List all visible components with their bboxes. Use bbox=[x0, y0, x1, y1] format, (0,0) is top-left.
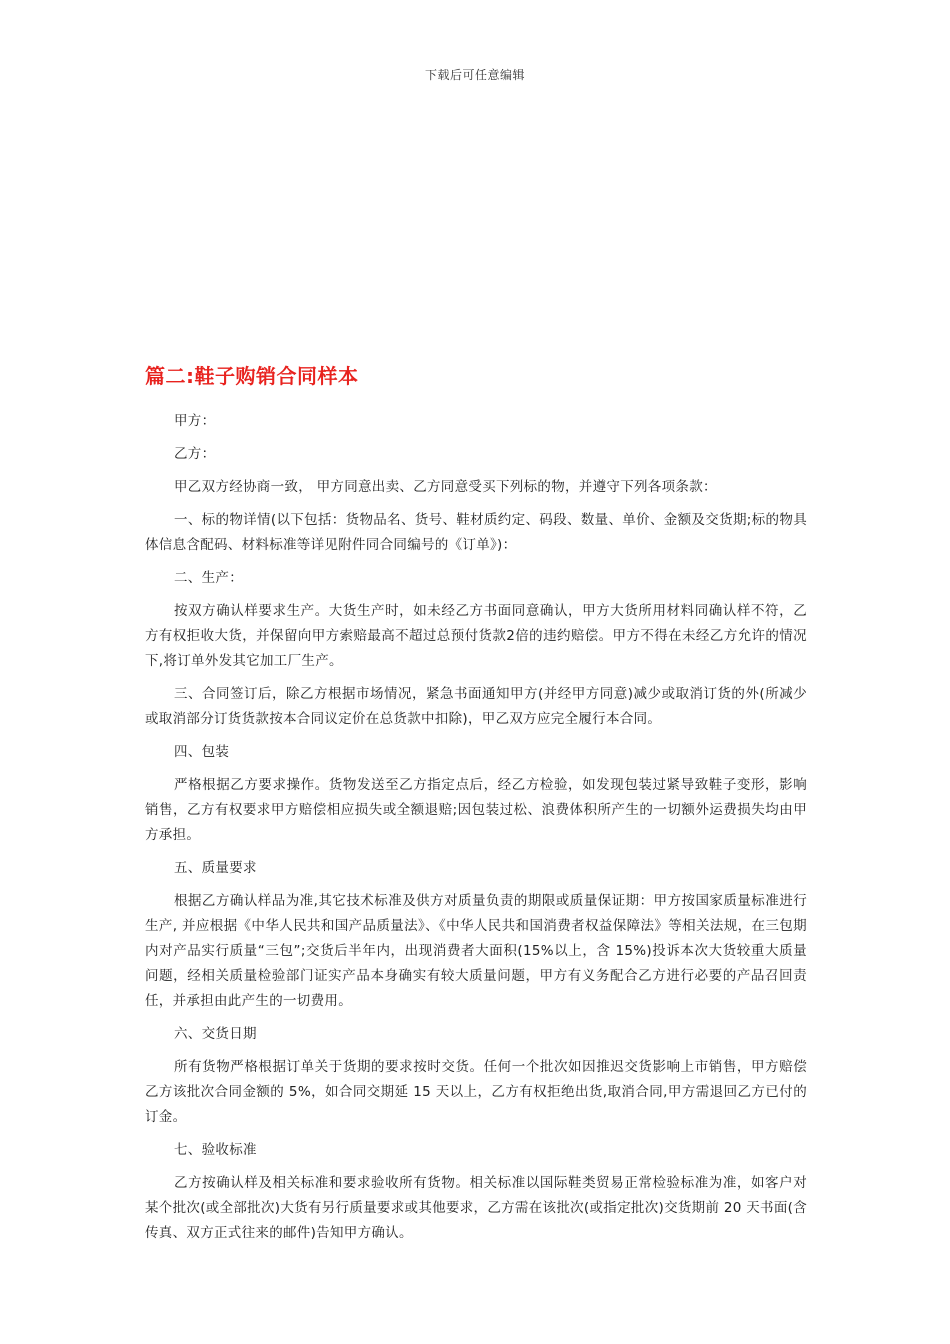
clause-6-body: 所有货物严格根据订单关于货期的要求按时交货。任何一个批次如因推迟交货影响上市销售，甲方赔偿乙方该批次合同金额的 5%，如合同交期延 15 天以上，乙方有权拒绝出货,取消合同,甲方需退回乙方已付的订金。 bbox=[145, 1059, 807, 1125]
clause-2-body: 按双方确认样要求生产。大货生产时，如未经乙方书面同意确认，甲方大货所用材料同确认样不符，乙方有权拒收大货，并保留向甲方索赔最高不超过总预付货款2倍的违约赔偿。甲方不得在未经乙方允许的情况下,将订单外发其它加工厂生产。 bbox=[145, 603, 807, 669]
clause-2-heading: 二、生产： bbox=[174, 570, 243, 586]
clause-1-subject-matter: 一、标的物详情(以下包括：货物品名、货号、鞋材质约定、码段、数量、单价、金额及交货期;标的物具体信息含配码、材料标准等详见附件同合同编号的《订单》)： bbox=[145, 512, 807, 553]
clause-7-heading: 七、验收标准 bbox=[174, 1142, 257, 1158]
clause-4-heading: 四、包装 bbox=[174, 744, 230, 760]
document-title: 篇二:鞋子购销合同样本 bbox=[145, 364, 359, 388]
party-a-line: 甲方： bbox=[174, 413, 216, 429]
party-b-line: 乙方： bbox=[174, 446, 216, 462]
clause-4-body: 严格根据乙方要求操作。货物发送至乙方指定点后，经乙方检验，如发现包装过紧导致鞋子变形，影响销售，乙方有权要求甲方赔偿相应损失或全额退赔;因包装过松、浪费体积所产生的一切额外运费损失均由甲方承担。 bbox=[145, 777, 807, 843]
page-header-note: 下载后可任意编辑 bbox=[424, 68, 525, 82]
clause-7-body: 乙方按确认样及相关标准和要求验收所有货物。相关标准以国际鞋类贸易正常检验标准为准，如客户对某个批次(或全部批次)大货有另行质量要求或其他要求，乙方需在该批次(或指定批次)交货期前 20 天书面(含传真、双方正式往来的邮件)告知甲方确认。 bbox=[145, 1175, 807, 1241]
clause-3-body: 三、合同签订后，除乙方根据市场情况，紧急书面通知甲方(并经甲方同意)减少或取消订货的外(所减少或取消部分订货货款按本合同议定价在总货款中扣除)，甲乙双方应完全履行本合同。 bbox=[145, 686, 807, 727]
document-body bbox=[145, 409, 807, 1254]
agreement-intro: 甲乙双方经协商一致， 甲方同意出卖、乙方同意受买下列标的物，并遵守下列各项条款： bbox=[174, 479, 717, 495]
clause-6-heading: 六、交货日期 bbox=[174, 1026, 257, 1042]
clause-5-body: 根据乙方确认样品为准,其它技术标准及供方对质量负责的期限或质量保证期：甲方按国家质量标准进行生产, 并应根据《中华人民共和国产品质量法》、《中华人民共和国消费者权益保障法》等相关法规，在三包期内对产品实行质量“三包”;交货后半年内，出现消费者大面积(15%以上，含 15%)投诉本次大货较重大质量问题，经相关质量检验部门证实产品本身确实有较大质量问题，甲方有义务配合乙方进行必要的产品召回责任，并承担由此产生的一切费用。 bbox=[145, 893, 807, 1009]
clause-5-heading: 五、质量要求 bbox=[174, 860, 257, 876]
